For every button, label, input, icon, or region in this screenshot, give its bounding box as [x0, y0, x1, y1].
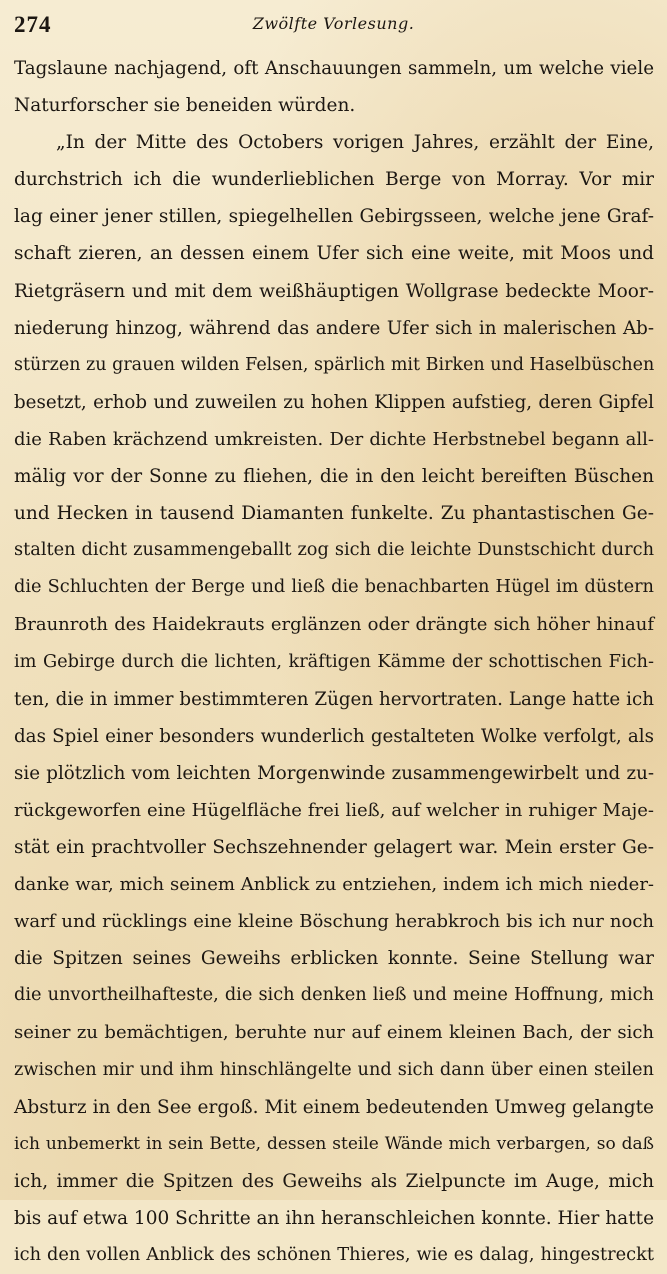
body-text: [14, 50, 654, 1274]
text-line: im Gebirge durch die lichten, kräftigen Kämme der schottischen Fich-: [14, 651, 654, 672]
text-line: Tagslaune nachjagend, oft Anschauungen sammeln, um welche viele: [14, 58, 654, 79]
text-line: Naturforscher sie beneiden würden.: [14, 95, 356, 117]
page-header: [14, 12, 653, 42]
text-line: und Hecken in tausend Diamanten funkelte. Zu phantastischen Ge-: [14, 503, 654, 525]
text-line: warf und rücklings eine kleine Böschung herabkroch bis ich nur noch: [14, 911, 654, 933]
text-line: das Spiel einer besonders wunderlich gestalteten Wolke verfolgt, als: [14, 725, 654, 747]
text-line: Braunroth des Haidekrauts erglänzen oder drängte sich höher hinauf: [14, 614, 654, 636]
text-line: ich unbemerkt in sein Bette, dessen steile Wände mich verbargen, so daß: [14, 1133, 654, 1154]
text-line: stät ein prachtvoller Sechszehnender gelagert war. Mein erster Ge-: [14, 836, 654, 858]
text-line: zwischen mir und ihm hinschlängelte und sich dann über einen steilen: [14, 1059, 654, 1080]
text-line: besetzt, erhob und zuweilen zu hohen Klippen aufstieg, deren Gipfel: [14, 391, 654, 413]
text-line: ich den vollen Anblick des schönen Thieres, wie es dalag, hingestreckt: [14, 1245, 654, 1265]
text-line: die unvortheilhafteste, die sich denken ließ und meine Hoffnung, mich: [14, 985, 654, 1006]
text-line: mälig vor der Sonne zu fliehen, die in den leicht bereiften Büschen: [14, 466, 654, 488]
text-line: lag einer jener stillen, spiegelhellen Gebirgsseen, welche jene Graf-: [14, 206, 654, 228]
text-line: Absturz in den See ergoß. Mit einem bedeutenden Umweg gelangte: [14, 1096, 654, 1118]
text-line: rückgeworfen eine Hügelfläche frei ließ, auf welcher in ruhiger Maje-: [14, 799, 654, 821]
text-line: niederung hinzog, während das andere Ufer sich in malerischen Ab-: [14, 317, 654, 339]
text-line: die Schluchten der Berge und ließ die benachbarten Hügel im düstern: [14, 577, 654, 598]
text-line: bis auf etwa 100 Schritte an ihn heranschleichen konnte. Hier hatte: [14, 1207, 655, 1229]
text-line: ich, immer die Spitzen des Geweihs als Zielpuncte im Auge, mich: [14, 1170, 654, 1192]
text-line: „In der Mitte des Octobers vorigen Jahres, erzählt der Eine,: [56, 132, 654, 154]
page-number: 274: [14, 12, 52, 37]
text-line: die Raben krächzend umkreisten. Der dichte Herbstnebel begann all-: [14, 428, 654, 450]
running-head: Zwölfte Vorlesung.: [252, 14, 415, 33]
text-line: schaft zieren, an dessen einem Ufer sich eine weite, mit Moos und: [14, 243, 654, 265]
text-line: ten, die in immer bestimmteren Zügen hervortraten. Lange hatte ich: [14, 688, 654, 710]
text-line: durchstrich ich die wunderlieblichen Berge von Morray. Vor mir: [14, 169, 654, 191]
text-line: danke war, mich seinem Anblick zu entziehen, indem ich mich nieder-: [14, 874, 654, 896]
text-line: Rietgräsern und mit dem weißhäuptigen Wollgrase bedeckte Moor-: [14, 280, 654, 302]
text-line: stalten dicht zusammengeballt zog sich die leichte Dunstschicht durch: [14, 540, 654, 561]
text-line: stürzen zu grauen wilden Felsen, spärlich mit Birken und Haselbüschen: [14, 354, 655, 375]
text-line: seiner zu bemächtigen, beruhte nur auf einem kleinen Bach, der sich: [14, 1022, 654, 1044]
text-line: sie plötzlich vom leichten Morgenwinde zusammengewirbelt und zu-: [14, 762, 654, 784]
text-line: die Spitzen seines Geweihs erblicken konnte. Seine Stellung war: [14, 948, 654, 970]
